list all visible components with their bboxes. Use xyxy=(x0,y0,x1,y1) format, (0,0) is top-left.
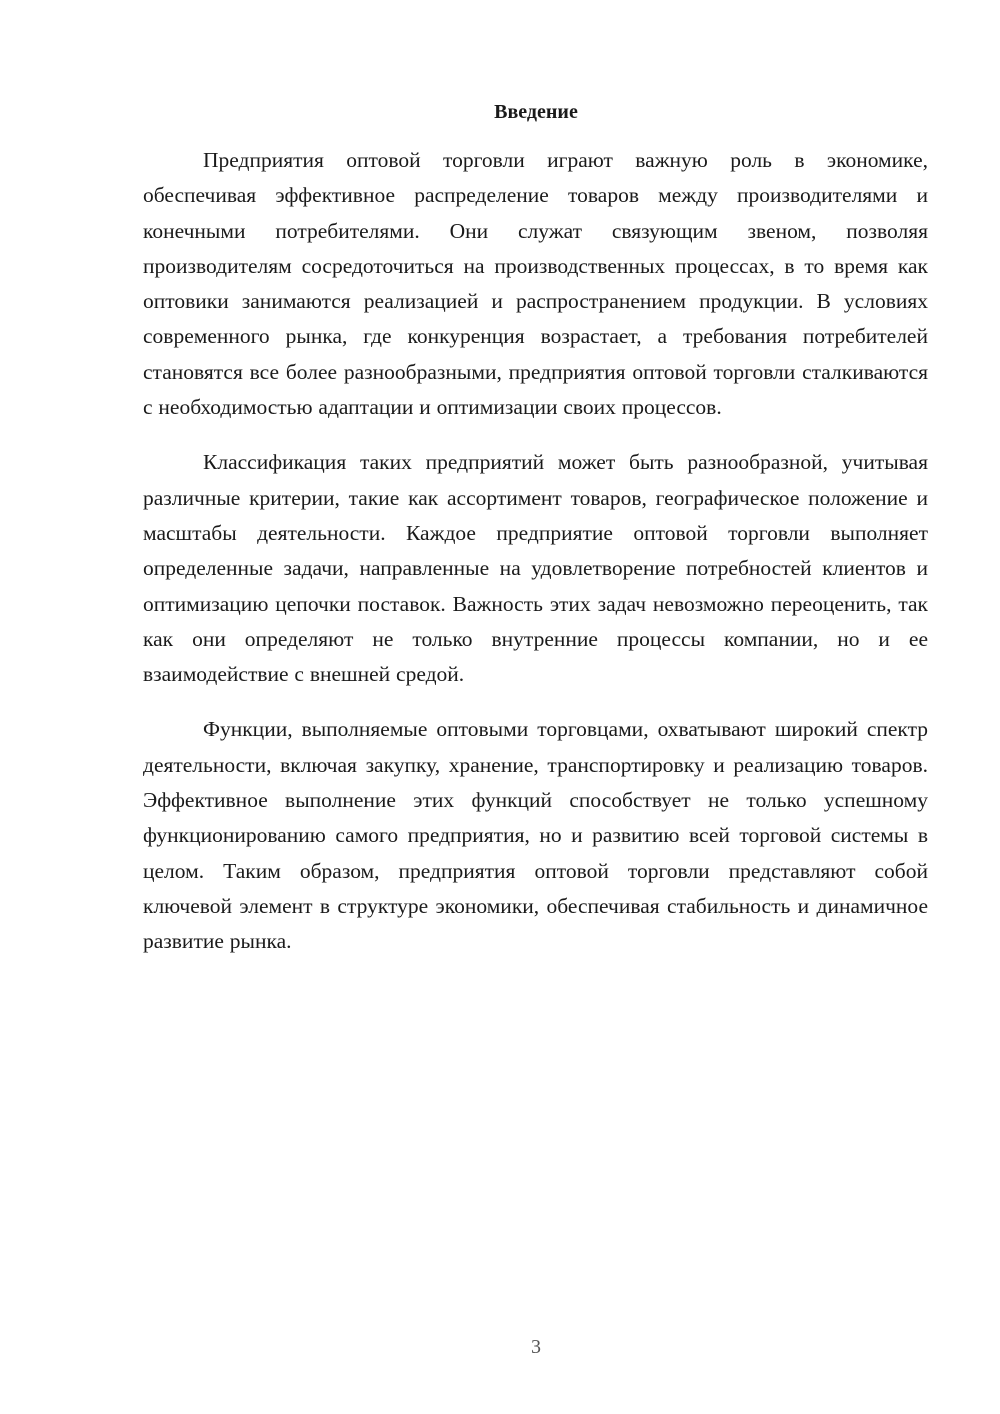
paragraph-2: Классификация таких предприятий может быть разнообразной, учитывая различные критерии, такие как ассортимент товаров, географическое положение и масштабы деятельности. Каждое предприятие оптовой торговли выполняет определенные задачи, направленные на удовлетворение потребностей клиентов и оптимизацию цепочки поставок. Важность этих задач невозможно переоценить, так как они определяют не только внутренние процессы компании, но и ее взаимодействие с внешней средой. xyxy=(143,450,928,687)
paragraph-3: Функции, выполняемые оптовыми торговцами, охватывают широкий спектр деятельности, включая закупку, хранение, транспортировку и реализацию товаров. Эффективное выполнение этих функций способствует не только успешному функционированию самого предприятия, но и развитию всей торговой системы в целом. Таким образом, предприятия оптовой торговли представляют собой ключевой элемент в структуре экономики, обеспечивая стабильность и динамичное развитие рынка. xyxy=(143,717,928,954)
paragraph-1: Предприятия оптовой торговли играют важную роль в экономике, обеспечивая эффективное распределение товаров между производителями и конечными потребителями. Они служат связующим звеном, позволяя производителям сосредоточиться на производственных процессах, в то время как оптовики занимаются реализацией и распространением продукции. В условиях современного рынка, где конкуренция возрастает, а требования потребителей становятся все более разнообразными, предприятия оптовой торговли сталкиваются с необходимостью адаптации и оптимизации своих процессов. xyxy=(143,148,928,420)
section-heading: Введение xyxy=(494,101,578,123)
page-number: 3 xyxy=(531,1336,541,1358)
body-text xyxy=(143,143,928,980)
